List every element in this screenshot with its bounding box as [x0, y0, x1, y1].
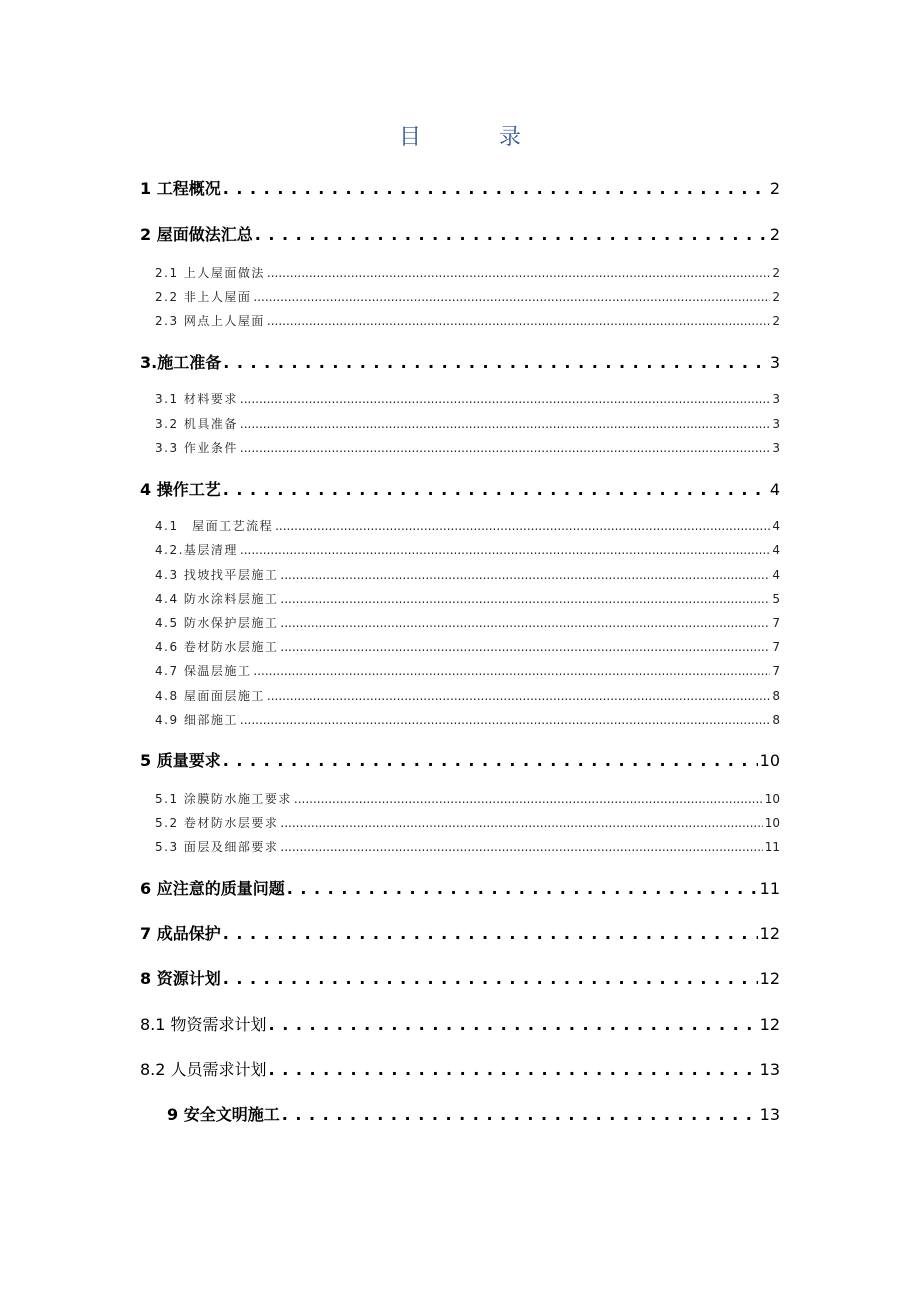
- toc-entry-page: 11: [759, 879, 780, 898]
- toc-entry-5-2[interactable]: [155, 814, 780, 831]
- toc-leader: [267, 689, 770, 703]
- toc-entry-page: 3: [772, 441, 780, 455]
- toc-leader: [240, 441, 770, 455]
- toc-leader: [267, 314, 770, 328]
- toc-entry-label: 5.3 面层及细部要求: [155, 840, 279, 854]
- toc-leader: [240, 543, 770, 557]
- toc-entry-4-1[interactable]: [155, 517, 780, 534]
- toc-entry-label: 2.3 网点上人屋面: [155, 314, 265, 328]
- toc-leader: [282, 1105, 758, 1124]
- toc-entry-label: 9 安全文明施工: [167, 1105, 280, 1124]
- toc-entry-label: 4.1 屋面工艺流程: [155, 519, 274, 533]
- toc-entry-label: 8.1 物资需求计划: [140, 1015, 267, 1034]
- toc-entry-label: 5 质量要求: [140, 751, 221, 770]
- toc-title: 目 录: [398, 125, 549, 150]
- toc-entry-label: 5.2 卷材防水层要求: [155, 816, 279, 830]
- toc-leader: [294, 792, 763, 806]
- toc-entry-label: 4.3 找坡找平层施工: [155, 568, 279, 582]
- toc-entry-page: 8: [772, 713, 780, 727]
- toc-leader: [269, 1015, 758, 1034]
- toc-entry-page: 7: [772, 616, 780, 630]
- toc-entry-label: 6 应注意的质量问题: [140, 879, 285, 898]
- toc-leader: [267, 266, 770, 280]
- toc-leader: [253, 664, 770, 678]
- toc-entry-4-9[interactable]: [155, 711, 780, 728]
- toc-entry-page: 12: [759, 1015, 780, 1034]
- toc-entry-page: 10: [764, 816, 780, 830]
- toc-entry-8[interactable]: [140, 966, 780, 989]
- toc-entry-8-2[interactable]: [140, 1057, 780, 1080]
- toc-entry-page: 7: [772, 640, 780, 654]
- toc-entry-label: 3.1 材料要求: [155, 392, 238, 406]
- toc-entry-page: 3: [772, 392, 780, 406]
- toc-entry-label: 3.2 机具准备: [155, 417, 238, 431]
- toc-entry-3-3[interactable]: [155, 439, 780, 456]
- toc-entry-7[interactable]: [140, 921, 780, 944]
- toc-entry-5-3[interactable]: [155, 838, 780, 855]
- toc-entry-page: 4: [772, 568, 780, 582]
- toc-leader: [280, 816, 762, 830]
- toc-entry-label: 3.施工准备: [140, 353, 222, 372]
- toc-entry-page: 2: [769, 179, 780, 198]
- toc-entry-page: 4: [772, 519, 780, 533]
- toc-leader: [223, 179, 768, 198]
- toc-entry-page: 12: [759, 924, 780, 943]
- toc-entry-3[interactable]: [140, 350, 780, 373]
- toc-entry-6[interactable]: [140, 876, 780, 899]
- toc-entry-page: 4: [772, 543, 780, 557]
- toc-leader: [223, 924, 758, 943]
- toc-entry-page: 3: [772, 417, 780, 431]
- toc-entry-page: 3: [769, 353, 780, 372]
- toc-entry-page: 13: [759, 1105, 780, 1124]
- toc-leader: [253, 290, 770, 304]
- toc-entry-page: 13: [759, 1060, 780, 1079]
- toc-leader: [240, 417, 770, 431]
- toc-leader: [240, 392, 770, 406]
- toc-entry-label: 7 成品保护: [140, 924, 221, 943]
- toc-entry-page: 2: [769, 225, 780, 244]
- toc-entry-label: 4.4 防水涂料层施工: [155, 592, 279, 606]
- toc-entry-label: 5.1 涂膜防水施工要求: [155, 792, 292, 806]
- toc-entry-label: 8 资源计划: [140, 969, 221, 988]
- toc-entry-label: 4.6 卷材防水层施工: [155, 640, 279, 654]
- toc-entry-4-6[interactable]: [155, 638, 780, 655]
- toc-entry-label: 2.1 上人屋面做法: [155, 266, 265, 280]
- toc-entry-4-2[interactable]: [155, 541, 780, 558]
- toc-entry-page: 2: [772, 290, 780, 304]
- toc-leader: [280, 840, 762, 854]
- toc-entry-4-7[interactable]: [155, 662, 780, 679]
- toc-entry-3-2[interactable]: [155, 415, 780, 432]
- toc-leader: [240, 713, 770, 727]
- toc-entry-page: 2: [772, 266, 780, 280]
- toc-leader: [223, 480, 768, 499]
- toc-leader: [280, 592, 770, 606]
- toc-entry-9[interactable]: [167, 1102, 780, 1125]
- toc-leader: [280, 616, 770, 630]
- toc-entry-page: 11: [764, 840, 780, 854]
- toc-entry-2-3[interactable]: [155, 312, 780, 329]
- toc-entry-5-1[interactable]: [155, 790, 780, 807]
- toc-entry-label: 2 屋面做法汇总: [140, 225, 253, 244]
- toc-leader: [280, 568, 770, 582]
- toc-entry-label: 4.8 屋面面层施工: [155, 689, 265, 703]
- toc-entry-label: 4.2.基层清理: [155, 543, 238, 557]
- toc-entry-label: 3.3 作业条件: [155, 441, 238, 455]
- toc-entry-label: 1 工程概况: [140, 179, 221, 198]
- toc-entry-page: 8: [772, 689, 780, 703]
- toc-entry-1[interactable]: [140, 176, 780, 199]
- toc-leader: [223, 353, 768, 372]
- toc-entry-8-1[interactable]: [140, 1012, 780, 1035]
- toc-entry-2-1[interactable]: [155, 264, 780, 281]
- toc-entry-5[interactable]: [140, 748, 780, 771]
- toc-entry-4-4[interactable]: [155, 590, 780, 607]
- toc-entry-label: 8.2 人员需求计划: [140, 1060, 267, 1079]
- toc-entry-page: 10: [759, 751, 780, 770]
- toc-entry-label: 2.2 非上人屋面: [155, 290, 252, 304]
- toc-entry-label: 4 操作工艺: [140, 480, 221, 499]
- toc-leader: [255, 225, 768, 244]
- toc-entry-2[interactable]: [140, 222, 780, 245]
- toc-entry-page: 7: [772, 664, 780, 678]
- toc-entry-2-2[interactable]: [155, 288, 780, 305]
- toc-leader: [223, 969, 758, 988]
- toc-entry-page: 4: [769, 480, 780, 499]
- toc-entry-4-5[interactable]: [155, 614, 780, 631]
- toc-entry-label: 4.9 细部施工: [155, 713, 238, 727]
- toc-entry-page: 10: [764, 792, 780, 806]
- toc-leader: [223, 751, 758, 770]
- toc-entry-page: 12: [759, 969, 780, 988]
- toc-entry-4-8[interactable]: [155, 687, 780, 704]
- toc-leader: [287, 879, 758, 898]
- toc-entry-page: 2: [772, 314, 780, 328]
- toc-entry-4[interactable]: [140, 477, 780, 500]
- toc-entry-3-1[interactable]: [155, 390, 780, 407]
- toc-leader: [275, 519, 770, 533]
- toc-leader: [280, 640, 770, 654]
- toc-entry-label: 4.5 防水保护层施工: [155, 616, 279, 630]
- toc-entry-label: 4.7 保温层施工: [155, 664, 252, 678]
- toc-entry-4-3[interactable]: [155, 566, 780, 583]
- toc-leader: [269, 1060, 758, 1079]
- toc-entry-page: 5: [772, 592, 780, 606]
